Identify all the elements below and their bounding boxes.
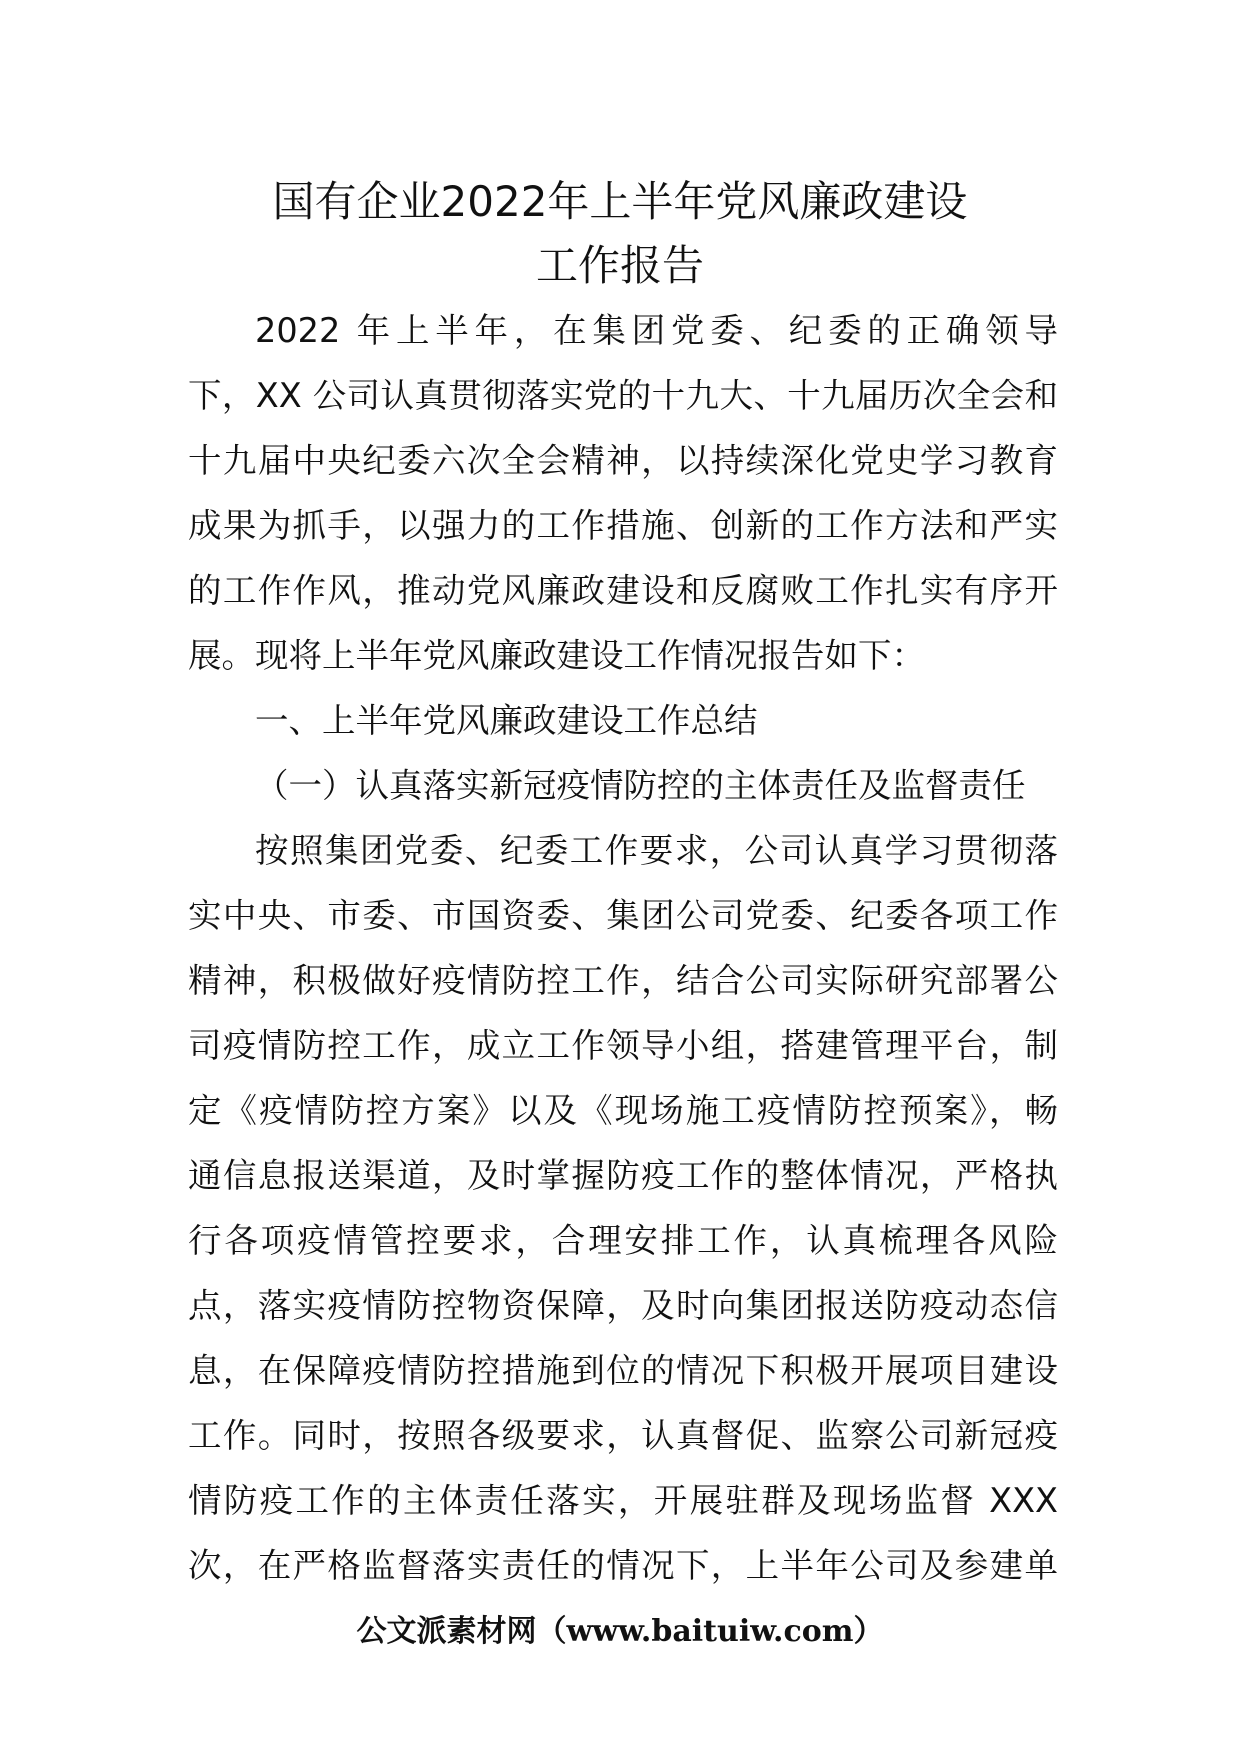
- paragraph-line-12: 通信息报送渠道，及时掌握防疫工作的整体情况，严格执: [188, 1156, 1058, 1195]
- document-title-line-2: 工作报告: [535, 241, 704, 290]
- paragraph-line-1: 2022 年上半年，在集团党委、纪委的正确领导: [255, 311, 1058, 350]
- paragraph-line-4: 成果为抓手，以强力的工作措施、创新的工作方法和严实: [188, 506, 1058, 545]
- paragraph-line-13: 行各项疫情管控要求，合理安排工作，认真梳理各风险: [188, 1221, 1058, 1260]
- paragraph-line-8: 实中央、市委、市国资委、集团公司党委、纪委各项工作: [188, 896, 1058, 935]
- paragraph-line-7: 按照集团党委、纪委工作要求，公司认真学习贯彻落: [255, 831, 1058, 870]
- paragraph-line-2: 下，XX 公司认真贯彻落实党的十九大、十九届历次全会和: [188, 376, 1058, 415]
- paragraph-line-18: 次，在严格监督落实责任的情况下，上半年公司及参建单: [188, 1546, 1058, 1585]
- footer-watermark: 公文派素材网（www.baituiw.com）: [356, 1614, 884, 1649]
- subsection-heading-1: （一）认真落实新冠疫情防控的主体责任及监督责任: [255, 766, 1026, 805]
- paragraph-line-3: 十九届中央纪委六次全会精神，以持续深化党史学习教育: [188, 441, 1058, 480]
- paragraph-line-5: 的工作作风，推动党风廉政建设和反腐败工作扎实有序开: [188, 571, 1058, 610]
- paragraph-line-15: 息，在保障疫情防控措施到位的情况下积极开展项目建设: [188, 1351, 1058, 1390]
- paragraph-line-9: 精神，积极做好疫情防控工作，结合公司实际研究部署公: [188, 961, 1058, 1000]
- paragraph-line-17: 情防疫工作的主体责任落实，开展驻群及现场监督 XXX: [188, 1481, 1058, 1520]
- section-heading-1: 一、上半年党风廉政建设工作总结: [255, 701, 758, 740]
- paragraph-line-10: 司疫情防控工作，成立工作领导小组，搭建管理平台，制: [188, 1026, 1058, 1065]
- paragraph-line-6: 展。现将上半年党风廉政建设工作情况报告如下：: [188, 636, 925, 675]
- paragraph-line-14: 点，落实疫情防控物资保障，及时向集团报送防疫动态信: [188, 1286, 1058, 1325]
- document-title-line-1: 国有企业2022年上半年党风廉政建设: [272, 177, 968, 226]
- document-body: [188, 298, 1058, 1598]
- paragraph-line-11: 定《疫情防控方案》以及《现场施工疫情防控预案》，畅: [188, 1091, 1058, 1130]
- paragraph-line-16: 工作。同时，按照各级要求，认真督促、监察公司新冠疫: [188, 1416, 1058, 1455]
